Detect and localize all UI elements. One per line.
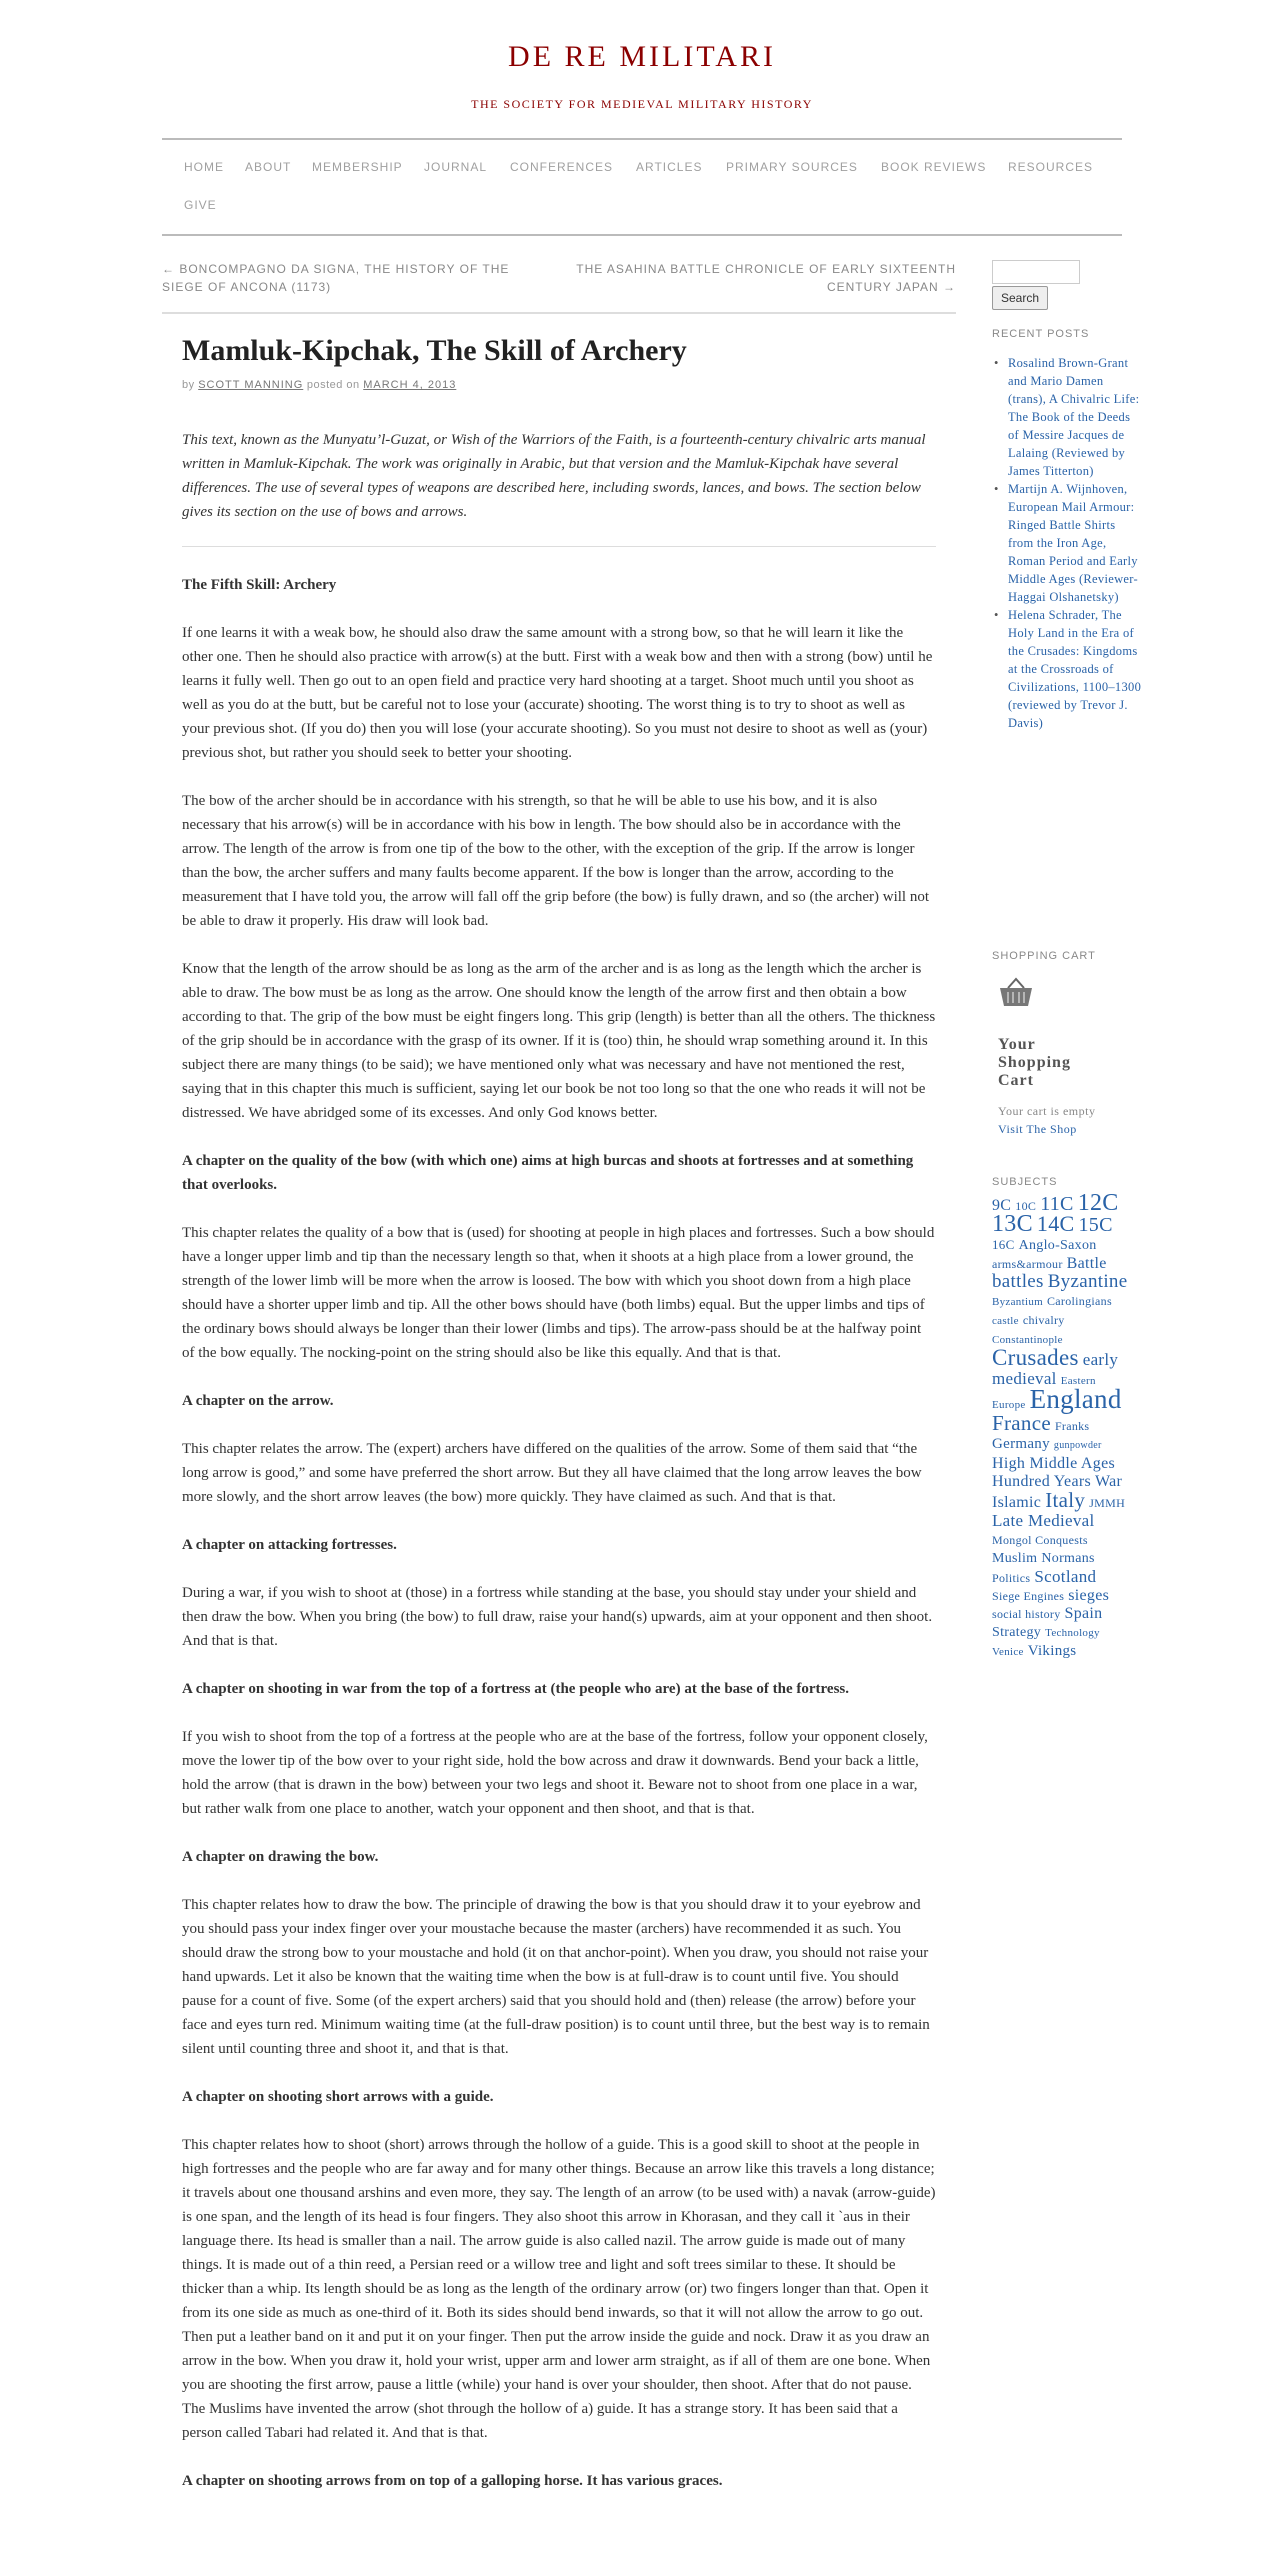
section-heading: The Fifth Skill: Archery xyxy=(182,577,337,593)
subjects-title: SUBJECTS xyxy=(992,1176,1058,1188)
nav-give[interactable]: GIVE xyxy=(184,198,217,212)
subject-tag[interactable]: 14C xyxy=(1036,1211,1075,1236)
section-paragraph: This chapter relates how to draw the bow. The principle of drawing the bow is that you should draw it to your eyebrow and you should pass your index finger over your moustache because the master (archers) have recommended it as such. You should draw the strong bow to your moustache and hold (it on that anchor-point). When you draw, you should not raise your hand upwards. Let it also be known that the waiting time when the bow is at full-draw is to count until five. You should pause for a count of five. Some (of the expert archers) said that you should hold and (then) release (the arrow) before your face and eyes turn red. Minimum waiting time (at the full-draw position) is to count until three, but the best way is to remain silent until counting three and shoot it, and that is that. xyxy=(182,1897,930,2057)
post-content xyxy=(182,428,936,2517)
nav-journal[interactable]: JOURNAL xyxy=(424,160,488,174)
subject-tag[interactable]: Technology xyxy=(1045,1627,1100,1639)
subject-tag[interactable]: battles xyxy=(992,1271,1044,1292)
visit-shop-link[interactable]: Visit The Shop xyxy=(998,1122,1077,1136)
subjects-tag-cloud xyxy=(992,1190,1128,1661)
search-input[interactable] xyxy=(992,260,1080,284)
recent-post-link[interactable]: Martijn A. Wijnhoven, European Mail Armour: Ringed Battle Shirts from the Iron Age, Roman Period and Early Middle Ages (Reviewer-Haggai Olshanetsky) xyxy=(1008,482,1138,604)
subject-tag[interactable]: 16C xyxy=(992,1237,1015,1252)
subject-tag[interactable]: chivalry xyxy=(1022,1313,1065,1327)
next-post-line1: THE ASAHINA BATTLE CHRONICLE OF EARLY SIXTEENTH xyxy=(576,262,956,276)
post-byline xyxy=(182,379,456,391)
subject-tag[interactable]: Battle xyxy=(1066,1255,1107,1272)
subject-tag[interactable]: 9C xyxy=(992,1197,1012,1214)
post-intro: This text, known as the Munyatu’l-Guzat, or Wish of the Warriors of the Faith, is a fourteenth-century chivalric arts manual written in Mamluk-Kipchak. The work was originally in Arabic, but that version and the Mamluk-Kipchak have several differences. The use of several types of weapons are described here, including swords, lances, and bows. The section below gives its section on the use of bows and arrows. xyxy=(182,432,926,520)
section-paragraph: If one learns it with a weak bow, he should also draw the same amount with a strong bow, so that he will learn it like the other one. Then he should also practice with arrow(s) at the butt. First with a weak bow and then with a strong (bow) until he learns it fully well. Then go out to an open field and practice very hard shooting at a target. Shoot much until you shoot as well as you do at the butt, but be careful not to lose your (accurate) shooting. The worst thing is to try to shoot as well as your previous shot. (If you do) then you will lose (your accurate shooting). So you must not desire to shoot as well as (your) previous shot, but rather you should seek to better your shooting. xyxy=(182,625,933,761)
intro-separator xyxy=(182,546,936,547)
next-post-line2: CENTURY JAPAN → xyxy=(826,280,956,294)
subject-tag[interactable]: Constantinople xyxy=(992,1334,1063,1346)
subject-tag[interactable]: Hundred Years War xyxy=(992,1473,1123,1490)
section-paragraph: This chapter relates the quality of a bow that is (used) for shooting at people in high places and fortresses. Such a bow should have a longer upper limb and tip than the necessary length so that, when it shoots at a high place from a lower ground, the strength of the lower limb will be more when the arrow is loosed. The bow with which you shoot down from a high place should have a shorter upper limb and tip. All the other bows should have (both limbs) equal. But the upper limbs and tips of the ordinary bows should always be longer than their lower (limbs and tips). The arrow-pass should be at the halfway point of the bow equally. The nocking-point on the string should also be like this equally. And that is that. xyxy=(182,1225,935,1361)
subject-tag[interactable]: JMMH xyxy=(1089,1496,1126,1510)
section-heading: A chapter on the arrow. xyxy=(182,1393,334,1409)
site-description: THE SOCIETY FOR MEDIEVAL MILITARY HISTORY xyxy=(471,97,813,111)
subject-tag[interactable]: gunpowder xyxy=(1053,1440,1102,1451)
subject-tag[interactable]: Strategy xyxy=(992,1625,1042,1640)
subject-tag[interactable]: Siege Engines xyxy=(992,1589,1065,1603)
nav-home[interactable]: HOME xyxy=(184,160,224,174)
previous-post-link[interactable] xyxy=(162,260,542,296)
subject-tag[interactable]: Italy xyxy=(1045,1488,1086,1512)
section-paragraph: The bow of the archer should be in accordance with his strength, so that he will be able to use his bow, and it is also necessary that his arrow(s) will be in accordance with his bow in length. The bow should also be in accordance with the arrow. The length of the arrow is from one tip of the bow to the other, with the exception of the grip. If the arrow is longer than the bow, the archer suffers and many faults become apparent. If the bow is longer than the arrow, according to the measurement that I have told you, the arrow will fall off the grip before (the bow) is fully drawn, and so (the archer) will not be able to draw it properly. His draw will look bad. xyxy=(182,793,929,929)
section-heading: A chapter on shooting arrows from on top of a galloping horse. It has various graces. xyxy=(182,2473,723,2489)
next-post-link[interactable] xyxy=(556,260,956,296)
byline-posted-on: posted on xyxy=(306,379,360,391)
recent-post-item[interactable] xyxy=(1008,354,1144,480)
nav-articles[interactable]: ARTICLES xyxy=(636,160,703,174)
recent-post-link[interactable]: Helena Schrader, The Holy Land in the Era of the Crusades: Kingdoms at the Crossroads of Civilizations, 1100–1300 (reviewed by Trevor J. Davis) xyxy=(1008,608,1142,730)
nav-about[interactable]: ABOUT xyxy=(245,160,292,174)
subject-tag[interactable]: Carolingians xyxy=(1046,1294,1112,1308)
subject-tag[interactable]: 11C xyxy=(1040,1193,1074,1215)
section-heading: A chapter on attacking fortresses. xyxy=(182,1537,397,1553)
recent-posts-list xyxy=(992,354,1144,732)
search-button[interactable]: Search xyxy=(992,286,1048,310)
post-nav-rule xyxy=(162,312,956,314)
subject-tag[interactable]: 12C xyxy=(1077,1190,1119,1216)
subject-tag[interactable]: Eastern Europe xyxy=(992,1375,1096,1411)
subject-tag[interactable]: High Middle Ages xyxy=(992,1455,1116,1472)
subject-tag[interactable]: Anglo-Saxon xyxy=(1018,1238,1097,1253)
byline-by: by xyxy=(182,379,195,391)
subject-tag[interactable]: castle xyxy=(992,1315,1019,1327)
subject-tag[interactable]: Scotland xyxy=(1034,1567,1097,1586)
subject-tag[interactable]: Muslim xyxy=(992,1551,1038,1566)
subject-tag[interactable]: Spain xyxy=(1064,1605,1103,1622)
subject-tag[interactable]: 15C xyxy=(1078,1214,1113,1236)
section-paragraph: This chapter relates the arrow. The (expert) archers have differed on the qualities of the arrow. Some of them said that “the long arrow is good,” and some have preferred the short arrow. But they all have claimed that the long arrow leaves the bow more slowly, and the short arrow leaves (the bow) more quickly. They have claimed as such. And that is that. xyxy=(182,1441,922,1505)
subject-tag[interactable]: Normans xyxy=(1041,1551,1095,1566)
subject-tag[interactable]: sieges xyxy=(1068,1587,1110,1604)
section-paragraph: This chapter relates how to shoot (short) arrows through the hollow of a guide. This is a good skill to shoot at the people in high fortresses and the people who are far away and for many other things. Because an arrow like this travels a long distance; it travels about one thousand arshins and even more, they say. The length of an arrow (to be used with) a navak (arrow-guide) is one span, and the length of its head is four fingers. They also shoot this arrow in Khorasan, and they call it `aus in their language there. Its head is smaller than a nail. The arrow guide is also called nazil. The arrow guide is made out of many things. It is made out of a thin reed, a Persian reed or a willow tree and light and soft trees similar to these. It should be thicker than a whip. Its length should be as long as the length of the ordinary arrow (or) two fingers longer than that. Open it from its one side as much as one-third of it. Both its sides should bend inwards, so that it will not allow the arrow to go out. Then put a leather band on it and put it on your finger. Then put the arrow inside the guide and nock. Draw it as you draw an arrow in the bow. When you draw it, hold your wrist, upper arm and lower arm straight, as if all of them are one bone. When you are shooting the first arrow, pause a little (while) your hand is over your shoulder, then shoot. After that do not pause. The Muslims have invented the arrow (shot through the hollow of a) guide. It has a strange story. It has been said that a person called Tabari had related it. And that is that. xyxy=(182,2137,936,2441)
subject-tag[interactable]: Byzantine xyxy=(1047,1271,1128,1292)
basket-icon xyxy=(998,976,1034,1015)
header-bottom-rule xyxy=(162,234,1122,236)
previous-post-line1: ← BONCOMPAGNO DA SIGNA, THE HISTORY OF THE xyxy=(162,262,510,276)
post-title: Mamluk-Kipchak, The Skill of Archery xyxy=(182,334,687,367)
section-paragraph: If you wish to shoot from the top of a fortress at the people who are at the base of the fortress, follow your opponent closely, move the lower tip of the bow over to your right side, hold the bow across and draw it downwards. Bend your back a little, hold the arrow (that is drawn in the bow) between your two legs and shoot it. Beware not to shoot from one place in a war, but rather walk from one place to another, watch your opponent and then shoot, and that is that. xyxy=(182,1729,928,1817)
subject-tag[interactable]: Politics xyxy=(992,1571,1031,1585)
section-heading: A chapter on the quality of the bow (with which one) aims at high burcas and shoots at fortresses and at something that overlooks. xyxy=(182,1153,914,1193)
recent-posts-title: RECENT POSTS xyxy=(992,328,1090,340)
section-paragraph: During a war, if you wish to shoot at (those) in a fortress while standing at the base, you should stay under your shield and then draw the bow. When you bring (the bow) to full draw, raise your hand(s) upwards, aim at your opponent and then shoot. And that is that. xyxy=(182,1585,933,1649)
nav-primary-sources[interactable]: PRIMARY SOURCES xyxy=(726,160,858,174)
subject-tag[interactable]: Mongol Conquests xyxy=(992,1533,1088,1547)
section-heading: A chapter on shooting in war from the top of a fortress at (the people who are) at the base of the fortress. xyxy=(182,1681,850,1697)
subject-tag[interactable]: Byzantium xyxy=(992,1296,1043,1308)
subject-tag[interactable]: early medieval xyxy=(992,1350,1119,1388)
section-heading: A chapter on shooting short arrows with a guide. xyxy=(182,2089,494,2105)
post-date-link[interactable]: MARCH 4, 2013 xyxy=(363,379,457,391)
nav-book-reviews[interactable]: BOOK REVIEWS xyxy=(881,160,987,174)
subject-tag[interactable]: France xyxy=(992,1411,1051,1435)
subject-tag[interactable]: Vikings xyxy=(1027,1643,1077,1659)
subject-tag[interactable]: 10C xyxy=(1015,1199,1037,1213)
nav-conferences[interactable]: CONFERENCES xyxy=(510,160,614,174)
recent-post-link[interactable]: Rosalind Brown-Grant and Mario Damen (trans), A Chivalric Life: The Book of the Deeds of Messire Jacques de Lalaing (Reviewed by James Titterton) xyxy=(1008,356,1140,478)
recent-post-item[interactable] xyxy=(1008,606,1144,732)
subject-tag[interactable]: 13C xyxy=(992,1211,1033,1237)
author-link[interactable]: SCOTT MANNING xyxy=(198,379,304,391)
previous-post-line2: SIEGE OF ANCONA (1173) xyxy=(162,280,332,294)
site-title[interactable]: DE RE MILITARI xyxy=(508,40,776,73)
section-heading: A chapter on drawing the bow. xyxy=(182,1849,379,1865)
recent-post-item[interactable] xyxy=(1008,480,1144,606)
subject-tag[interactable]: Venice xyxy=(992,1646,1024,1658)
subject-tag[interactable]: Late Medieval xyxy=(992,1511,1095,1530)
subject-tag[interactable]: Crusades xyxy=(992,1345,1079,1370)
cart-title: Your Shopping Cart xyxy=(998,1036,1071,1089)
subject-tag[interactable]: Franks xyxy=(1054,1419,1090,1433)
shopping-cart-title: SHOPPING CART xyxy=(992,950,1096,962)
subject-tag[interactable]: England xyxy=(1029,1384,1122,1414)
cart-empty-text: Your cart is empty xyxy=(998,1104,1096,1118)
subject-tag[interactable]: arms&armour xyxy=(992,1257,1063,1271)
section-paragraph: Know that the length of the arrow should be as long as the arm of the archer and is as long as the length which the archer is able to draw. The bow must be as long as the arrow. One should know the length of the arrow first and then obtain a bow according to that. The grip of the bow must be eight fingers long. This grip (length) is better than all the others. The thickness of the grip should be in accordance with the grasp of its owner. If it is (too) thin, he should wrap something around it. In this subject there are many things (to be said); we have mentioned only what was necessary and have not mentioned the rest, saying that in this chapter this much is sufficient, saying let our book be not too long so that the one who reads it will not be distressed. We have abridged some of its excesses. And only God knows better. xyxy=(182,961,936,1121)
header-top-rule xyxy=(162,138,1122,140)
subject-tag[interactable]: Islamic xyxy=(992,1494,1042,1511)
subject-tag[interactable]: Germany xyxy=(992,1436,1050,1452)
nav-resources[interactable]: RESOURCES xyxy=(1008,160,1094,174)
nav-membership[interactable]: MEMBERSHIP xyxy=(312,160,403,174)
subject-tag[interactable]: social history xyxy=(992,1607,1061,1621)
